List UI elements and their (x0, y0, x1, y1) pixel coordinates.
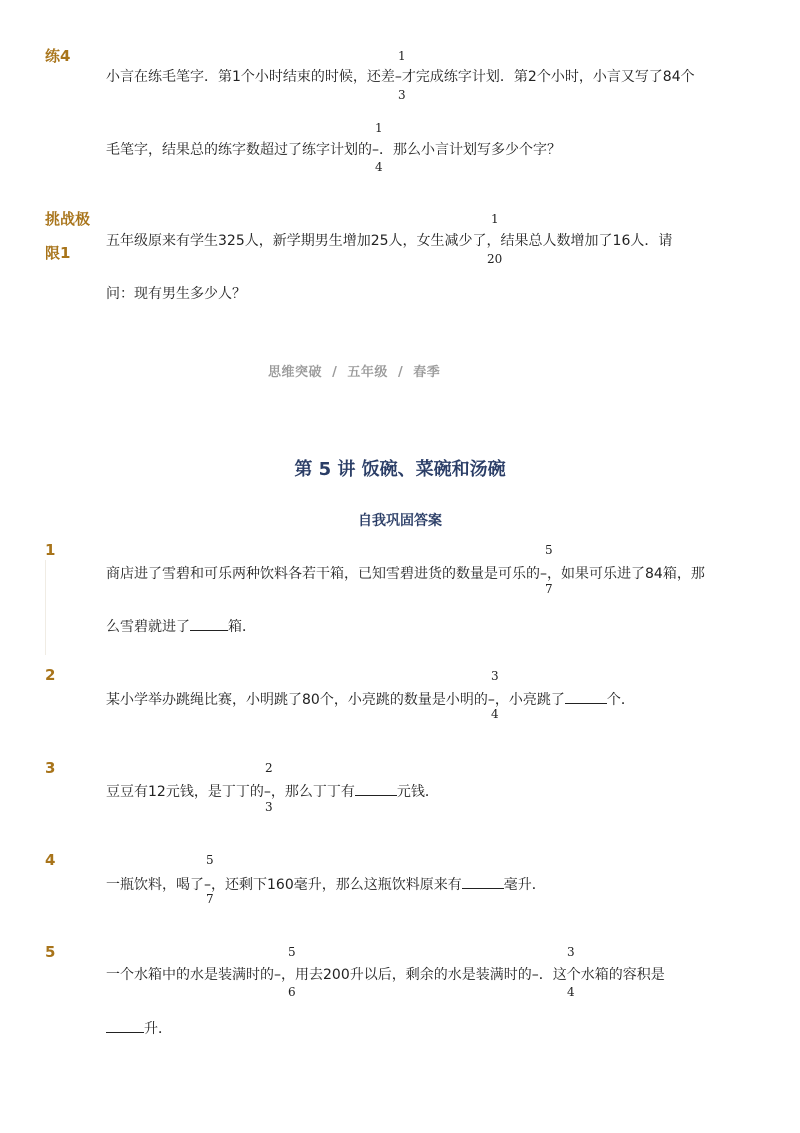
fraction-numerator: 5 (206, 853, 214, 867)
challenge-label: 限1 (45, 244, 71, 262)
question-text: 一瓶饮料，喝了–，还剩下160毫升，那么这瓶饮料原来有 毫升． (106, 877, 546, 893)
problem-text: 小言在练毛笔字．第1个小时结束的时候，还差–才完成练字计划．第2个小时，小言又写了84个 (106, 69, 695, 85)
question-number: 2 (45, 666, 56, 684)
question-text: 么雪碧就进了 箱． (106, 619, 256, 635)
question-text: 豆豆有12元钱，是丁丁的–，那么丁丁有 元钱． (106, 784, 439, 800)
question-number: 5 (45, 943, 56, 961)
answer-blank[interactable] (462, 875, 504, 889)
question-text: 某小学举办跳绳比赛，小明跳了80个，小亮跳的数量是小明的–，小亮跳了 个． (106, 692, 635, 708)
question-number: 3 (45, 759, 56, 777)
fraction-denominator: 4 (567, 985, 575, 999)
fraction-denominator: 3 (265, 800, 273, 814)
problem-text: 问：现有男生多少人？ (106, 286, 246, 302)
practice-label: 练4 (45, 47, 71, 65)
answer-blank[interactable] (106, 1019, 144, 1033)
fraction-denominator: 3 (398, 88, 406, 102)
fraction-denominator: 4 (491, 707, 499, 721)
fraction-numerator: 5 (545, 543, 553, 557)
fraction-denominator: 4 (375, 160, 383, 174)
section-subtitle: 自我巩固答案 (358, 513, 442, 529)
question-number: 1 (45, 541, 56, 559)
fraction-numerator: 1 (491, 212, 499, 226)
fraction-denominator: 7 (206, 892, 214, 906)
question-text: 升． (106, 1019, 172, 1037)
question-text: 一个水箱中的水是装满时的–，用去200升以后，剩余的水是装满时的–．这个水箱的容积是 (106, 967, 665, 983)
question-number: 4 (45, 851, 56, 869)
fraction-numerator: 1 (398, 49, 406, 63)
fraction-denominator: 6 (288, 985, 296, 999)
divider (45, 560, 46, 655)
challenge-label: 挑战极 (45, 210, 91, 228)
fraction-denominator: 7 (545, 582, 553, 596)
page-title: 第 5 讲 饭碗、菜碗和汤碗 (294, 459, 506, 480)
fraction-numerator: 3 (567, 945, 575, 959)
answer-blank[interactable] (190, 617, 228, 631)
fraction-numerator: 1 (375, 121, 383, 135)
fraction-numerator: 2 (265, 761, 273, 775)
answer-blank[interactable] (565, 690, 607, 704)
question-text: 商店进了雪碧和可乐两种饮料各若干箱，已知雪碧进货的数量是可乐的–，如果可乐进了84箱，那 (106, 566, 705, 582)
fraction-denominator: 20 (487, 252, 503, 266)
fraction-numerator: 3 (491, 669, 499, 683)
problem-text: 五年级原来有学生325人，新学期男生增加25人，女生减少了，结果总人数增加了16人．请 (106, 233, 673, 249)
problem-text: 毛笔字，结果总的练字数超过了练字计划的–．那么小言计划写多少个字？ (106, 142, 561, 158)
fraction-numerator: 5 (288, 945, 296, 959)
page-footer: 思维突破 / 五年级 / 春季 (268, 365, 441, 380)
answer-blank[interactable] (355, 782, 397, 796)
